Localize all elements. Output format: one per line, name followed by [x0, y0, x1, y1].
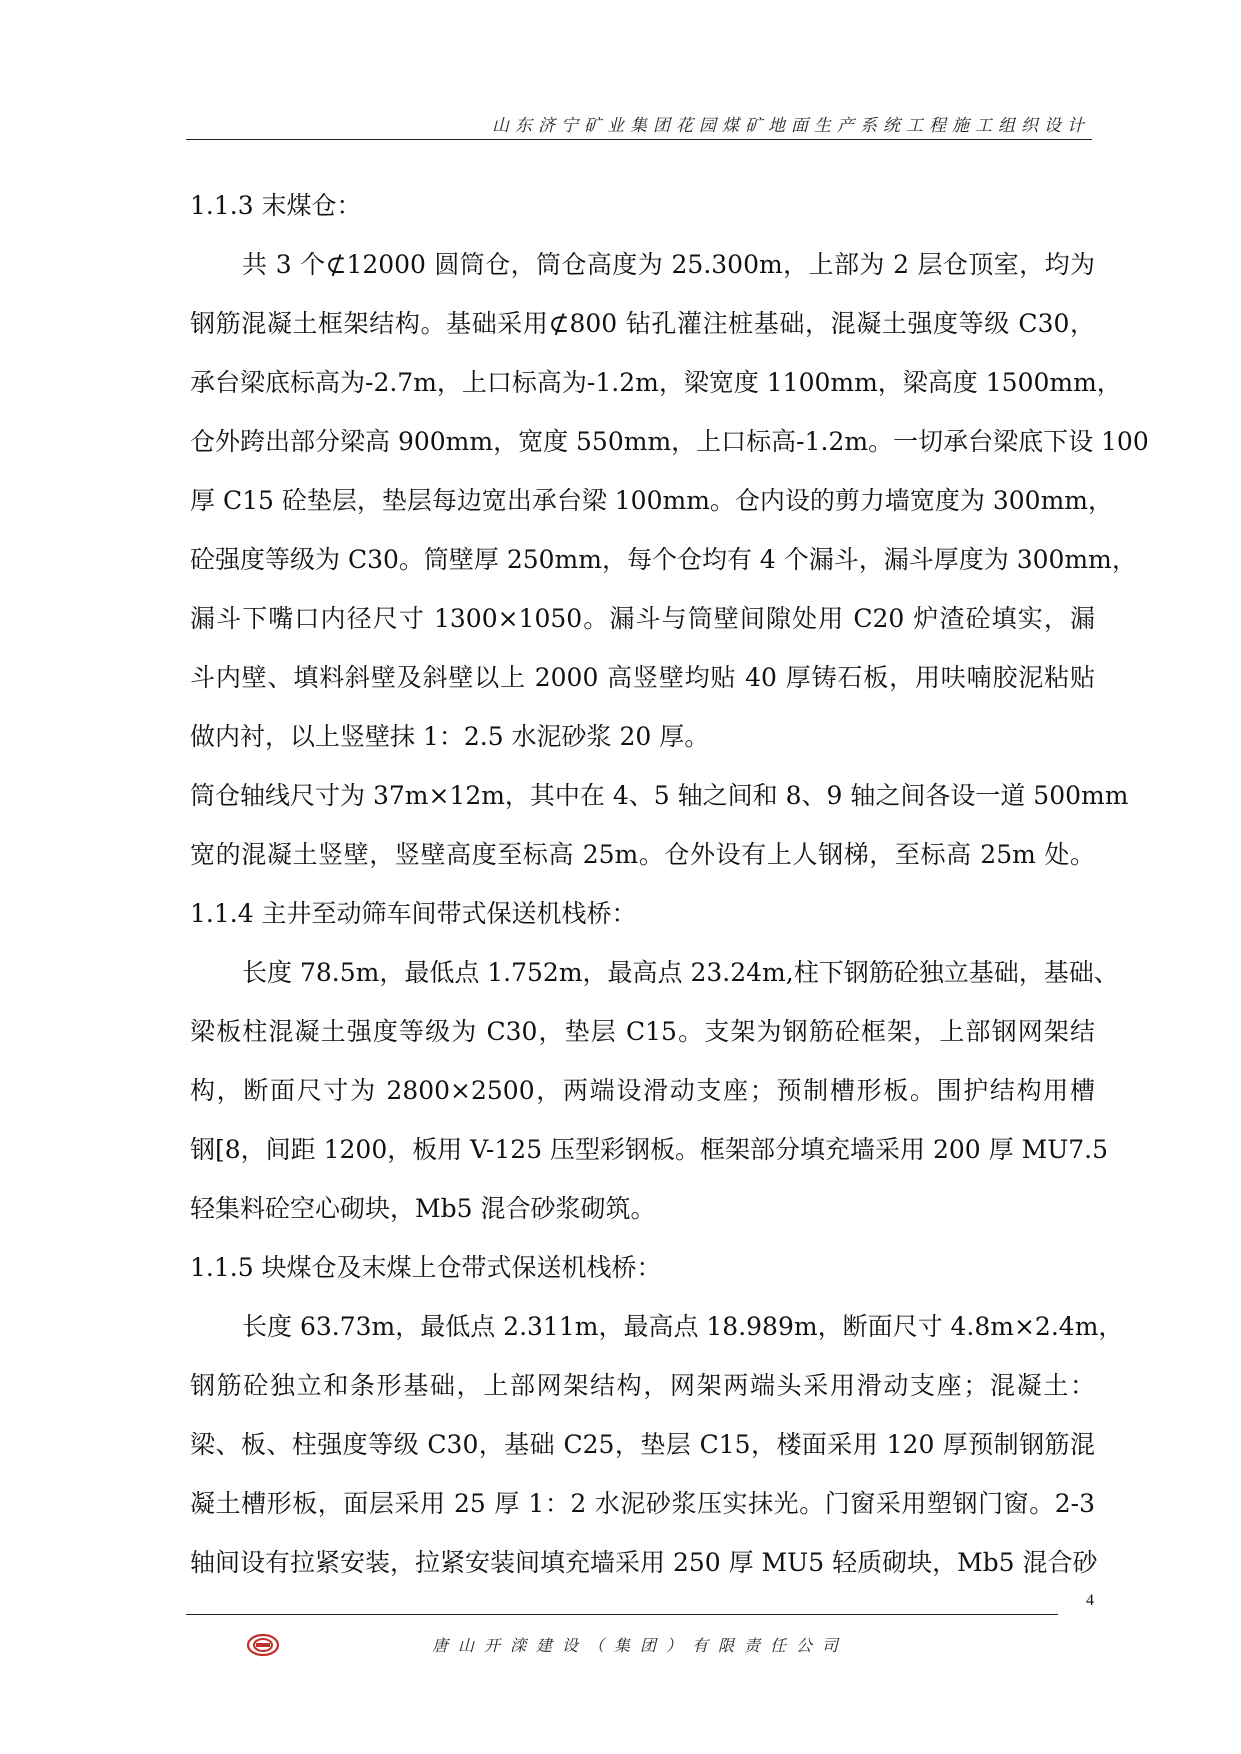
footer-company-name: 唐山开滦建设（集团）有限责任公司 [431, 1636, 848, 1655]
paragraph-line: 梁板柱混凝土强度等级为 C30，垫层 C15。支架为钢筋砼框架，上部钢网架结 [190, 1017, 1095, 1046]
paragraph-line: 长度 78.5m，最低点 1.752m，最高点 23.24m,柱下钢筋砼独立基础，基础、 [242, 958, 1119, 987]
header-divider [186, 139, 1092, 140]
paragraph-line: 共 3 个⊄12000 圆筒仓，筒仓高度为 25.300m，上部为 2 层仓顶室，均为 [242, 250, 1095, 279]
paragraph-line: 筒仓轴线尺寸为 37m×12m，其中在 4、5 轴之间和 8、9 轴之间各设一道 500mm [190, 781, 1129, 810]
paragraph-line: 承台梁底标高为-2.7m，上口标高为-1.2m，梁宽度 1100mm，梁高度 1500mm， [190, 368, 1122, 397]
paragraph-line: 构，断面尺寸为 2800×2500，两端设滑动支座；预制槽形板。围护结构用槽 [190, 1076, 1095, 1105]
paragraph-line: 钢筋混凝土框架结构。基础采用⊄800 钻孔灌注桩基础，混凝土强度等级 C30， [190, 309, 1095, 338]
running-header-title: 山东济宁矿业集团花园煤矿地面生产系统工程施工组织设计 [492, 116, 1090, 136]
paragraph-line: 轻集料砼空心砌块，Mb5 混合砂浆砌筑。 [190, 1194, 656, 1223]
paragraph-line: 长度 63.73m，最低点 2.311m，最高点 18.989m，断面尺寸 4.8m×2.4m， [242, 1312, 1124, 1341]
paragraph-line: 砼强度等级为 C30。筒壁厚 250mm，每个仓均有 4 个漏斗，漏斗厚度为 300mm， [190, 545, 1137, 574]
paragraph-line: 钢[8，间距 1200，板用 V-125 压型彩钢板。框架部分填充墙采用 200 厚 MU7.5 [190, 1135, 1109, 1164]
paragraph-line: 斗内壁、填料斜壁及斜壁以上 2000 高竖壁均贴 40 厚铸石板，用呋喃胶泥粘贴 [190, 663, 1095, 692]
paragraph-line: 做内衬，以上竖壁抹 1：2.5 水泥砂浆 20 厚。 [190, 722, 710, 751]
section-heading: 1.1.4 主井至动筛车间带式保送机栈桥： [190, 899, 637, 928]
paragraph-line: 仓外跨出部分梁高 900mm，宽度 550mm，上口标高-1.2m。一切承台梁底下设 100 [190, 427, 1149, 456]
section-heading: 1.1.3 末煤仓： [190, 191, 362, 220]
paragraph-line: 梁、板、柱强度等级 C30，基础 C25，垫层 C15，楼面采用 120 厚预制钢筋混 [190, 1430, 1095, 1459]
paragraph-line: 漏斗下嘴口内径尺寸 1300×1050。漏斗与筒壁间隙处用 C20 炉渣砼填实，漏 [190, 604, 1095, 633]
footer-divider [186, 1614, 1058, 1615]
paragraph-line: 凝土槽形板，面层采用 25 厚 1：2 水泥砂浆压实抹光。门窗采用塑钢门窗。2-3 [190, 1489, 1095, 1518]
document-body [190, 176, 1149, 1592]
paragraph-line: 钢筋砼独立和条形基础，上部网架结构，网架两端头采用滑动支座；混凝土： [190, 1371, 1095, 1400]
page-number: 4 [1086, 1592, 1094, 1609]
paragraph-line: 轴间设有拉紧安装，拉紧安装间填充墙采用 250 厚 MU5 轻质砌块，Mb5 混合砂 [190, 1548, 1098, 1577]
paragraph-line: 宽的混凝土竖壁，竖壁高度至标高 25m。仓外设有上人钢梯，至标高 25m 处。 [190, 840, 1095, 869]
company-logo-icon [246, 1633, 280, 1657]
section-heading: 1.1.5 块煤仓及末煤上仓带式保送机栈桥： [190, 1253, 662, 1282]
paragraph-line: 厚 C15 砼垫层，垫层每边宽出承台梁 100mm。仓内设的剪力墙宽度为 300mm， [190, 486, 1113, 515]
